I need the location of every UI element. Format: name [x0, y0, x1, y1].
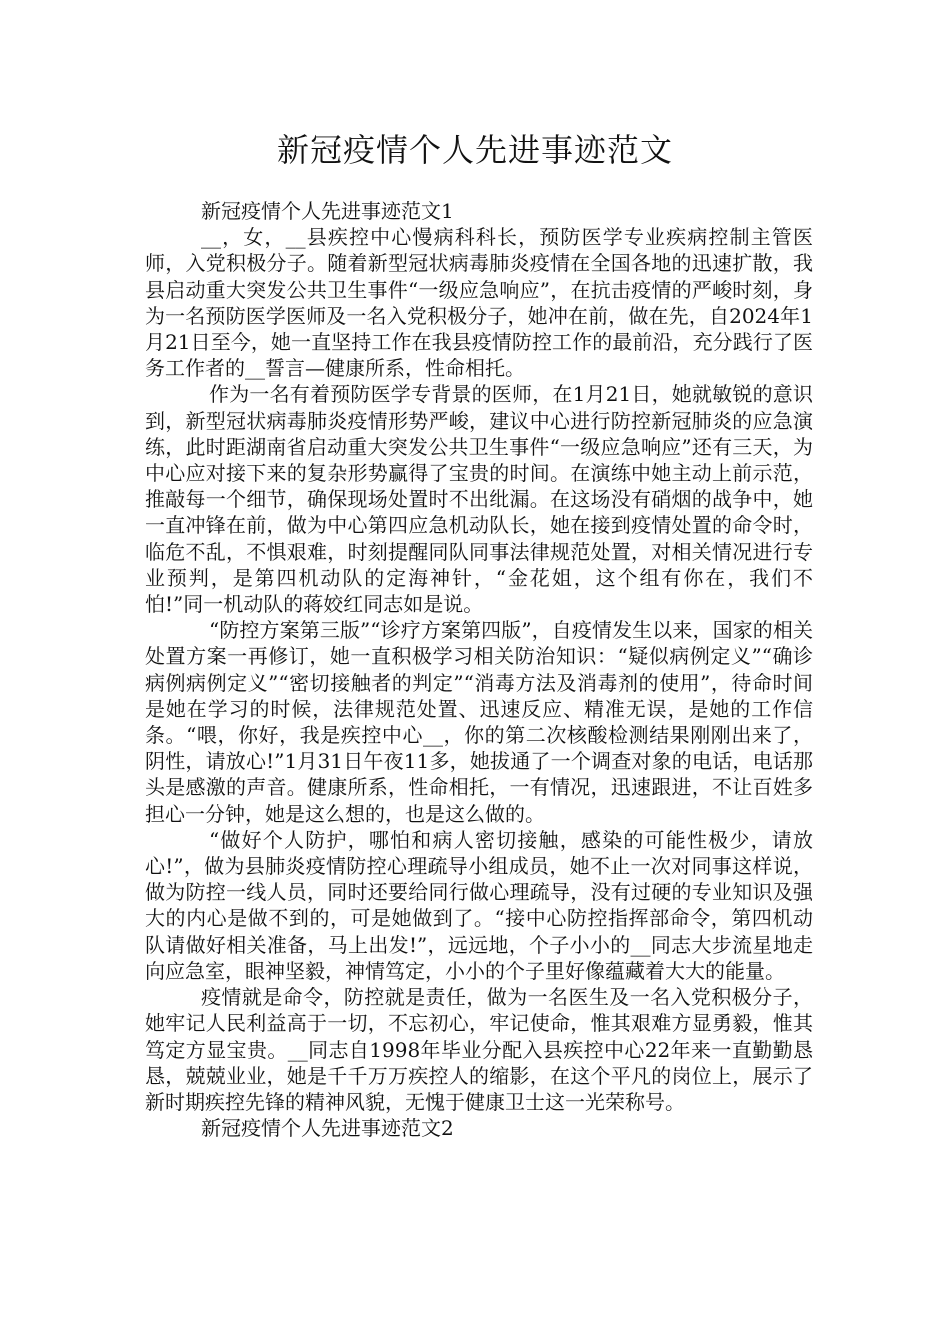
paragraph-3: “防控方案第三版”“诊疗方案第四版”，自疫情发生以来，国家的相关处置方案一再修订，她一直积极学习相关防治知识：“疑似病例定义”“确诊病例病例定义”“密切接触者的判定”“消毒方法及消毒剂的使用”，待命时间是她在学习的时候，法律规范处置、迅速反应、精准无误，是她的工作信条。“喂，你好，我是疾控中心__，你的第二次核酸检测结果刚刚出来了，阴性，请放心!”1月31日午夜11多，她拔通了一个调查对象的电话，电话那头是感激的声音。健康所系，性命相托，一有情况，迅速跟进，不让百姓多担心一分钟，她是这么想的，也是这么做的。: [145, 618, 813, 826]
document-title: 新冠疫情个人先进事迹范文: [276, 131, 673, 169]
document-body: [145, 198, 813, 1141]
section-heading-2: 新冠疫情个人先进事迹范文2: [201, 1116, 454, 1141]
paragraph-2: 作为一名有着预防医学专背景的医师，在1月21日，她就敏锐的意识到，新型冠状病毒肺炎疫情形势严峻，建议中心进行防控新冠肺炎的应急演练，此时距湖南省启动重大突发公共卫生事件“一级应急响应”还有三天，为中心应对接下来的复杂形势赢得了宝贵的时间。在演练中她主动上前示范，推敲每一个细节，确保现场处置时不出纰漏。在这场没有硝烟的战争中，她一直冲锋在前，做为中心第四应急机动队长，她在接到疫情处置的命令时，临危不乱，不惧艰难，时刻提醒同队同事法律规范处置，对相关情况进行专业预判，是第四机动队的定海神针，“金花姐，这个组有你在，我们不怕!”同一机动队的蒋姣红同志如是说。: [145, 382, 813, 617]
paragraph-4: “做好个人防护，哪怕和病人密切接触，感染的可能性极少，请放心!”，做为县肺炎疫情防控心理疏导小组成员，她不止一次对同事这样说，做为防控一线人员，同时还要给同行做心理疏导，没有过硬的专业知识及强大的内心是做不到的，可是她做到了。“接中心防控指挥部命令，第四机动队请做好相关准备，马上出发!”，远远地，个子小小的__同志大步流星地走向应急室，眼神坚毅，神情笃定，小小的个子里好像蕴藏着大大的能量。: [145, 827, 813, 983]
section-heading-1: 新冠疫情个人先进事迹范文1: [201, 199, 454, 223]
paragraph-1: __，女，__县疾控中心慢病科科长，预防医学专业疾病控制主管医师，入党积极分子。随着新型冠状病毒肺炎疫情在全国各地的迅速扩散，我县启动重大突发公共卫生事件“一级应急响应”，在抗击疫情的严峻时刻，身为一名预防医学医师及一名入党积极分子，她冲在前，做在先，自2024年1月21日至今，她一直坚持工作在我县疫情防控工作的最前沿，充分践行了医务工作者的__誓言—健康所系，性命相托。: [145, 225, 813, 381]
paragraph-5: 疫情就是命令，防控就是责任，做为一名医生及一名入党积极分子，她牢记人民利益高于一切，不忘初心，牢记使命，惟其艰难方显勇毅，惟其笃定方显宝贵。__同志自1998年毕业分配入县疾控中心22年来一直勤勤恳恳，兢兢业业，她是千千万万疾控人的缩影，在这个平凡的岗位上，展示了新时期疾控先锋的精神风貌，无愧于健康卫士这一光荣称号。: [145, 985, 813, 1114]
